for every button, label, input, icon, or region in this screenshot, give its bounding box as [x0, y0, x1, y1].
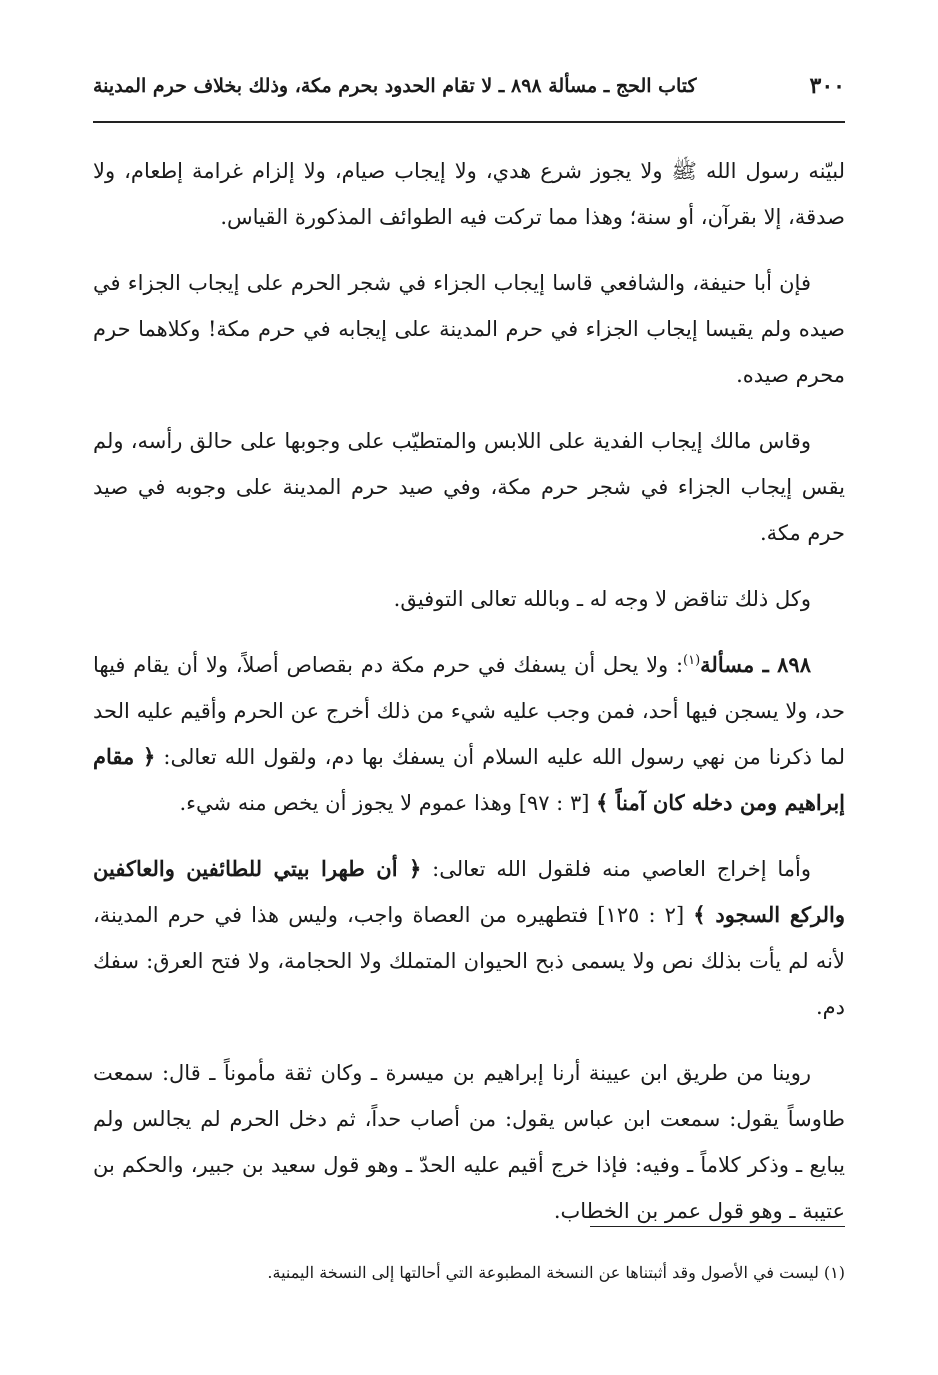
paragraph-7: روينا من طريق ابن عيينة أرنا إبراهيم بن ميسرة ـ وكان ثقة مأموناً ـ قال: سمعت طاوساً يقول: سمعت ابن عباس يقول: من أصاب حداً، ثم دخل الحرم لم يجالس ولم يبايع ـ وذكر كلاماً ـ وفيه: فإذا خرج أقيم عليه الحدّ ـ وهو قول سعيد بن جبير، والحكم بن عتيبة ـ وهو قول عمر بن الخطاب.: [93, 1061, 845, 1223]
paragraph-6-text-b: [٢ : ١٢٥] فتطهيره من العصاة واجب، وليس هذا في حرم المدينة، لأنه لم يأت بذلك نص ولا يسمى ذبح الحيوان المتملك ولا الحجامة، ولا فتح العرق: سفك دم.: [93, 903, 845, 1019]
paragraph-5-text-b: [٣ : ٩٧] وهذا عموم لا يجوز أن يخص منه شيء.: [179, 791, 597, 815]
running-title: كتاب الحج ـ مسألة ٨٩٨ ـ لا تقام الحدود بحرم مكة، وذلك بخلاف حرم المدينة: [93, 75, 697, 97]
footnote-rule: [590, 1226, 845, 1227]
page-number: ٣٠٠: [809, 73, 845, 99]
footnote: (١) ليست في الأصول وقد أثبتناها عن النسخة المطبوعة التي أحالتها إلى النسخة اليمنية.: [267, 1263, 845, 1282]
issue-heading: ٨٩٨ ـ مسألة: [700, 652, 811, 677]
paragraph-1: لبيّنه رسول الله ﷺ ولا يجوز شرع هدي، ولا إيجاب صيام، ولا إلزام غرامة إطعام، ولا صدقة، إلا بقرآن، أو سنة؛ وهذا مما تركت فيه الطوائف المذكورة القياس.: [93, 159, 845, 229]
paragraph-5: [93, 642, 845, 826]
footnote-reference: (١): [683, 653, 701, 668]
paragraph-2: فإن أبا حنيفة، والشافعي قاسا إيجاب الجزاء في شجر الحرم على إيجاب الجزاء في صيده ولم يقيسا إيجاب الجزاء في حرم المدينة على إيجابه في حرم مكة! وكلاهما حرم محرم صيده.: [93, 271, 845, 387]
page-header: [93, 68, 845, 104]
paragraph-5-text-a: : ولا يحل أن يسفك في حرم مكة دم بقصاص أصلاً، ولا أن يقام فيها حد، ولا يسجن فيها أحد، فمن وجب عليه شيء من ذلك أخرج عن الحرم وأقيم عليه الحد لما ذكرنا من نهي رسول الله عليه السلام أن يسفك بها دم، ولقول الله تعالى:: [93, 653, 845, 769]
paragraph-6-text-a: وأما إخراج العاصي منه فلقول الله تعالى:: [421, 857, 811, 881]
paragraph-3: وقاس مالك إيجاب الفدية على اللابس والمتطيّب على وجوبها على حالق رأسه، ولم يقس إيجاب الجزاء في شجر حرم مكة، وفي صيد حرم المدينة على وجوبه في صيد حرم مكة.: [93, 429, 845, 545]
header-rule: [93, 121, 845, 123]
paragraph-4: وكل ذلك تناقض لا وجه له ـ وبالله تعالى التوفيق.: [393, 587, 811, 611]
quran-quote: ﴿ أن طهرا بيتي للطائفين والعاكفين والركع السجود ﴾: [93, 856, 845, 927]
quran-quote: ﴿ مقام إبراهيم ومن دخله كان آمناً ﴾: [93, 744, 845, 815]
paragraph-6: [93, 846, 845, 1030]
body-text: [93, 148, 845, 1254]
